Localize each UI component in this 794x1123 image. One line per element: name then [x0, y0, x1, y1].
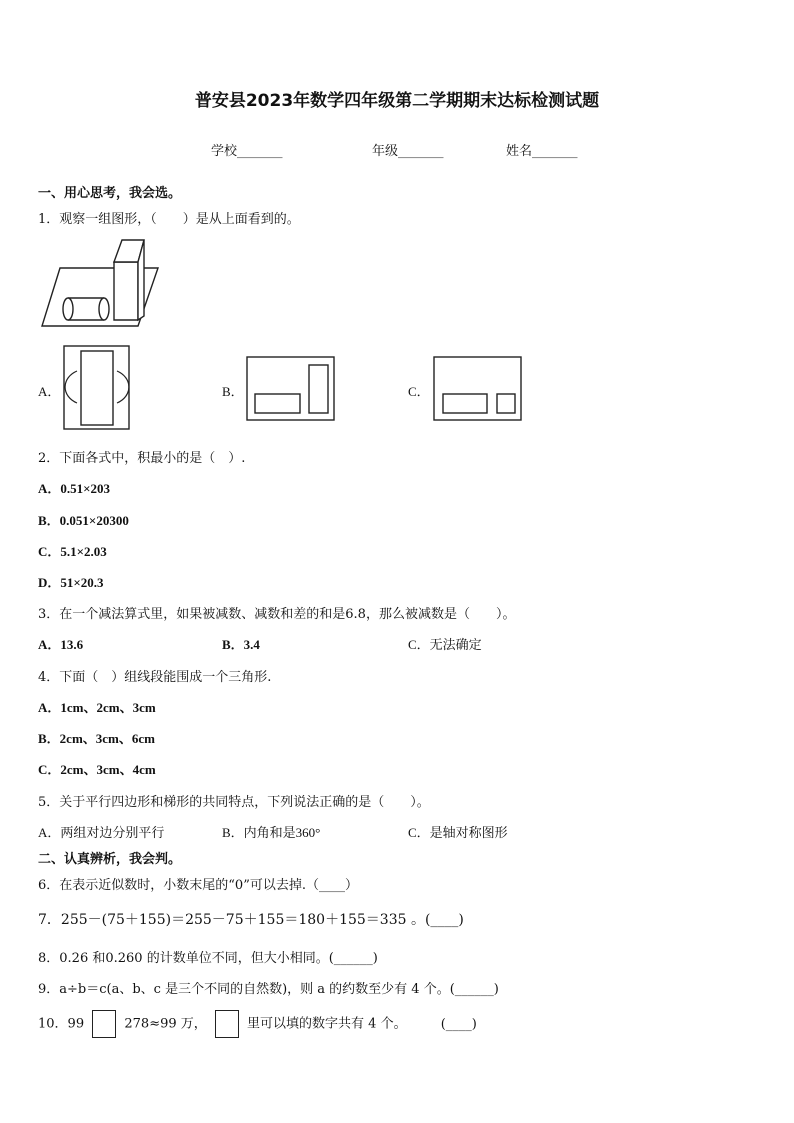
q1-option-c-figure — [433, 356, 523, 422]
question-1: 1．观察一组图形，（ ）是从上面看到的。 — [38, 212, 300, 227]
q1-option-b[interactable]: B． — [222, 384, 244, 399]
question-7: 7．255－(75＋155)＝255－75＋155＝180＋155＝335 。(____) — [38, 912, 464, 928]
q1-option-a[interactable]: A． — [38, 384, 61, 399]
section-1-heading: 一、用心思考，我会选。 — [38, 186, 182, 201]
question-8: 8．0.26 和0.260 的计数单位不同，但大小相同。(______) — [38, 951, 378, 966]
q2-option-c[interactable]: C．5.1×2.03 — [38, 544, 107, 559]
question-10 — [38, 1010, 477, 1038]
school-field: 学校_______ — [211, 144, 283, 159]
question-3: 3．在一个减法算式里，如果被减数、减数和差的和是6.8，那么被减数是（ ）。 — [38, 607, 516, 622]
q1-option-c[interactable]: C． — [408, 384, 430, 399]
q4-option-c[interactable]: C．2cm、3cm、4cm — [38, 762, 156, 777]
q3-option-a[interactable]: A．13.6 — [38, 637, 84, 652]
q10-digit-box[interactable] — [92, 1010, 116, 1038]
q4-option-b[interactable]: B．2cm、3cm、6cm — [38, 731, 155, 746]
page-title: 普安县2023年数学四年级第二学期期末达标检测试题 — [194, 91, 600, 111]
q1-option-a-figure — [63, 345, 131, 431]
q10-number-start: 10．99 — [38, 1016, 85, 1032]
q10-digit-box-ref — [215, 1010, 239, 1038]
section-2-heading: 二、认真辨析，我会判。 — [38, 852, 182, 867]
question-4: 4．下面（ ）组线段能围成一个三角形. — [38, 670, 272, 685]
q2-option-a[interactable]: A．0.51×203 — [38, 481, 111, 496]
grade-field: 年级_______ — [372, 144, 444, 159]
q1-option-b-figure — [246, 356, 336, 422]
q2-option-b[interactable]: B．0.051×20300 — [38, 513, 129, 528]
q5-option-b[interactable]: B．内角和是360° — [222, 825, 321, 840]
q2-option-d[interactable]: D．51×20.3 — [38, 575, 104, 590]
q10-number-end: 278≈99 万， — [124, 1016, 207, 1032]
q3-option-c[interactable]: C．无法确定 — [408, 637, 482, 652]
q5-option-a[interactable]: A．两组对边分别平行 — [38, 825, 165, 840]
q10-answer-blank[interactable]: (____) — [440, 1016, 477, 1032]
question-5: 5．关于平行四边形和梯形的共同特点，下列说法正确的是（ ）。 — [38, 795, 430, 810]
q5-option-c[interactable]: C．是轴对称图形 — [408, 825, 508, 840]
q10-statement: 里可以填的数字共有 4 个。 — [247, 1016, 407, 1032]
question-6: 6．在表示近似数时，小数末尾的“0”可以去掉.（____） — [38, 878, 358, 893]
q1-solid-figure — [40, 238, 165, 330]
question-2: 2．下面各式中，积最小的是（ ）. — [38, 451, 246, 466]
question-9: 9．a÷b＝c(a、b、c 是三个不同的自然数)，则 a 的约数至少有 4 个。(______) — [38, 982, 499, 997]
q3-option-b[interactable]: B．3.4 — [222, 637, 260, 652]
name-field: 姓名_______ — [506, 144, 578, 159]
q4-option-a[interactable]: A．1cm、2cm、3cm — [38, 700, 156, 715]
